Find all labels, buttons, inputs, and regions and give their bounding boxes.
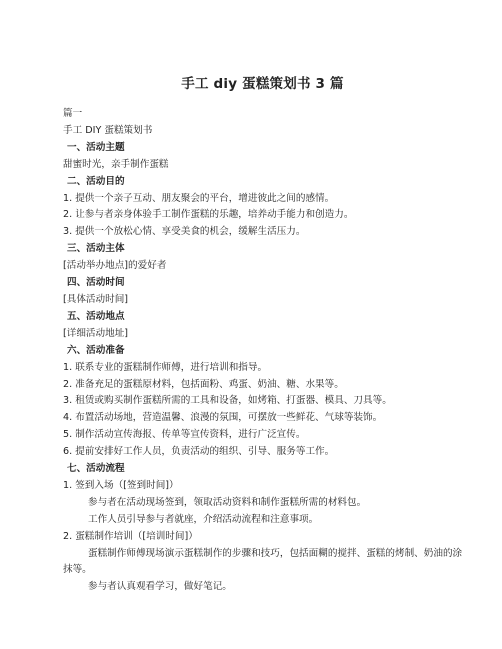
- paragraph-line: 参与者认真观看学习，做好笔记。: [88, 581, 232, 593]
- paragraph-line: 蛋糕制作师傅现场演示蛋糕制作的步骤和技巧，包括面糊的搅拌、蛋糕的烤制、奶油的涂抹等。: [63, 547, 463, 576]
- paragraph-line: 参与者在活动现场签到，领取活动资料和制作蛋糕所需的材料包。: [88, 496, 367, 508]
- section-heading: 二、活动目的: [67, 175, 125, 187]
- document-body: [63, 106, 462, 596]
- paragraph-line: [详细活动地址]: [63, 327, 129, 339]
- paragraph-line: [具体活动时间]: [63, 293, 129, 305]
- paragraph-line: 3. 租赁或购买制作蛋糕所需的工具和设备，如烤箱、打蛋器、模具、刀具等。: [63, 395, 392, 407]
- section-heading: 三、活动主体: [67, 243, 125, 255]
- document-title: 手工 diy 蛋糕策划书 3 篇: [181, 76, 344, 92]
- paragraph-line: 2. 蛋糕制作培训（[培训时间]）: [63, 530, 198, 542]
- paragraph-line: 2. 准备充足的蛋糕原材料，包括面粉、鸡蛋、奶油、糖、水果等。: [63, 378, 344, 390]
- section-heading: 一、活动主题: [67, 141, 125, 153]
- paragraph-line: 甜蜜时光，亲手制作蛋糕: [63, 158, 169, 170]
- paragraph-line: 3. 提供一个放松心情、享受美食的机会，缓解生活压力。: [63, 226, 306, 238]
- paragraph-line: 篇一: [63, 108, 83, 119]
- paragraph-line: 6. 提前安排好工作人员，负责活动的组织、引导、服务等工作。: [63, 446, 335, 458]
- paragraph-line: 手工 DIY 蛋糕策划书: [63, 124, 153, 136]
- paragraph-line: 1. 签到入场（[签到时间]）: [63, 479, 179, 491]
- paragraph-line: 5. 制作活动宣传海报、传单等宣传资料，进行广泛宣传。: [63, 429, 306, 441]
- paragraph-line: [活动举办地点]的爱好者: [63, 260, 167, 272]
- paragraph-line: 1. 提供一个亲子互动、朋友聚会的平台，增进彼此之间的感情。: [63, 192, 335, 204]
- section-heading: 四、活动时间: [67, 277, 125, 289]
- section-heading: 六、活动准备: [67, 344, 125, 356]
- paragraph-line: 1. 联系专业的蛋糕制作师傅，进行培训和指导。: [63, 361, 268, 373]
- section-heading: 五、活动地点: [67, 310, 125, 322]
- paragraph-line: 2. 让参与者亲身体验手工制作蛋糕的乐趣，培养动手能力和创造力。: [63, 209, 354, 221]
- paragraph-line: 4. 布置活动场地，营造温馨、浪漫的氛围，可摆放一些鲜花、气球等装饰。: [63, 412, 383, 424]
- section-heading: 七、活动流程: [67, 463, 125, 475]
- paragraph-line: 工作人员引导参与者就座，介绍活动流程和注意事项。: [88, 513, 319, 525]
